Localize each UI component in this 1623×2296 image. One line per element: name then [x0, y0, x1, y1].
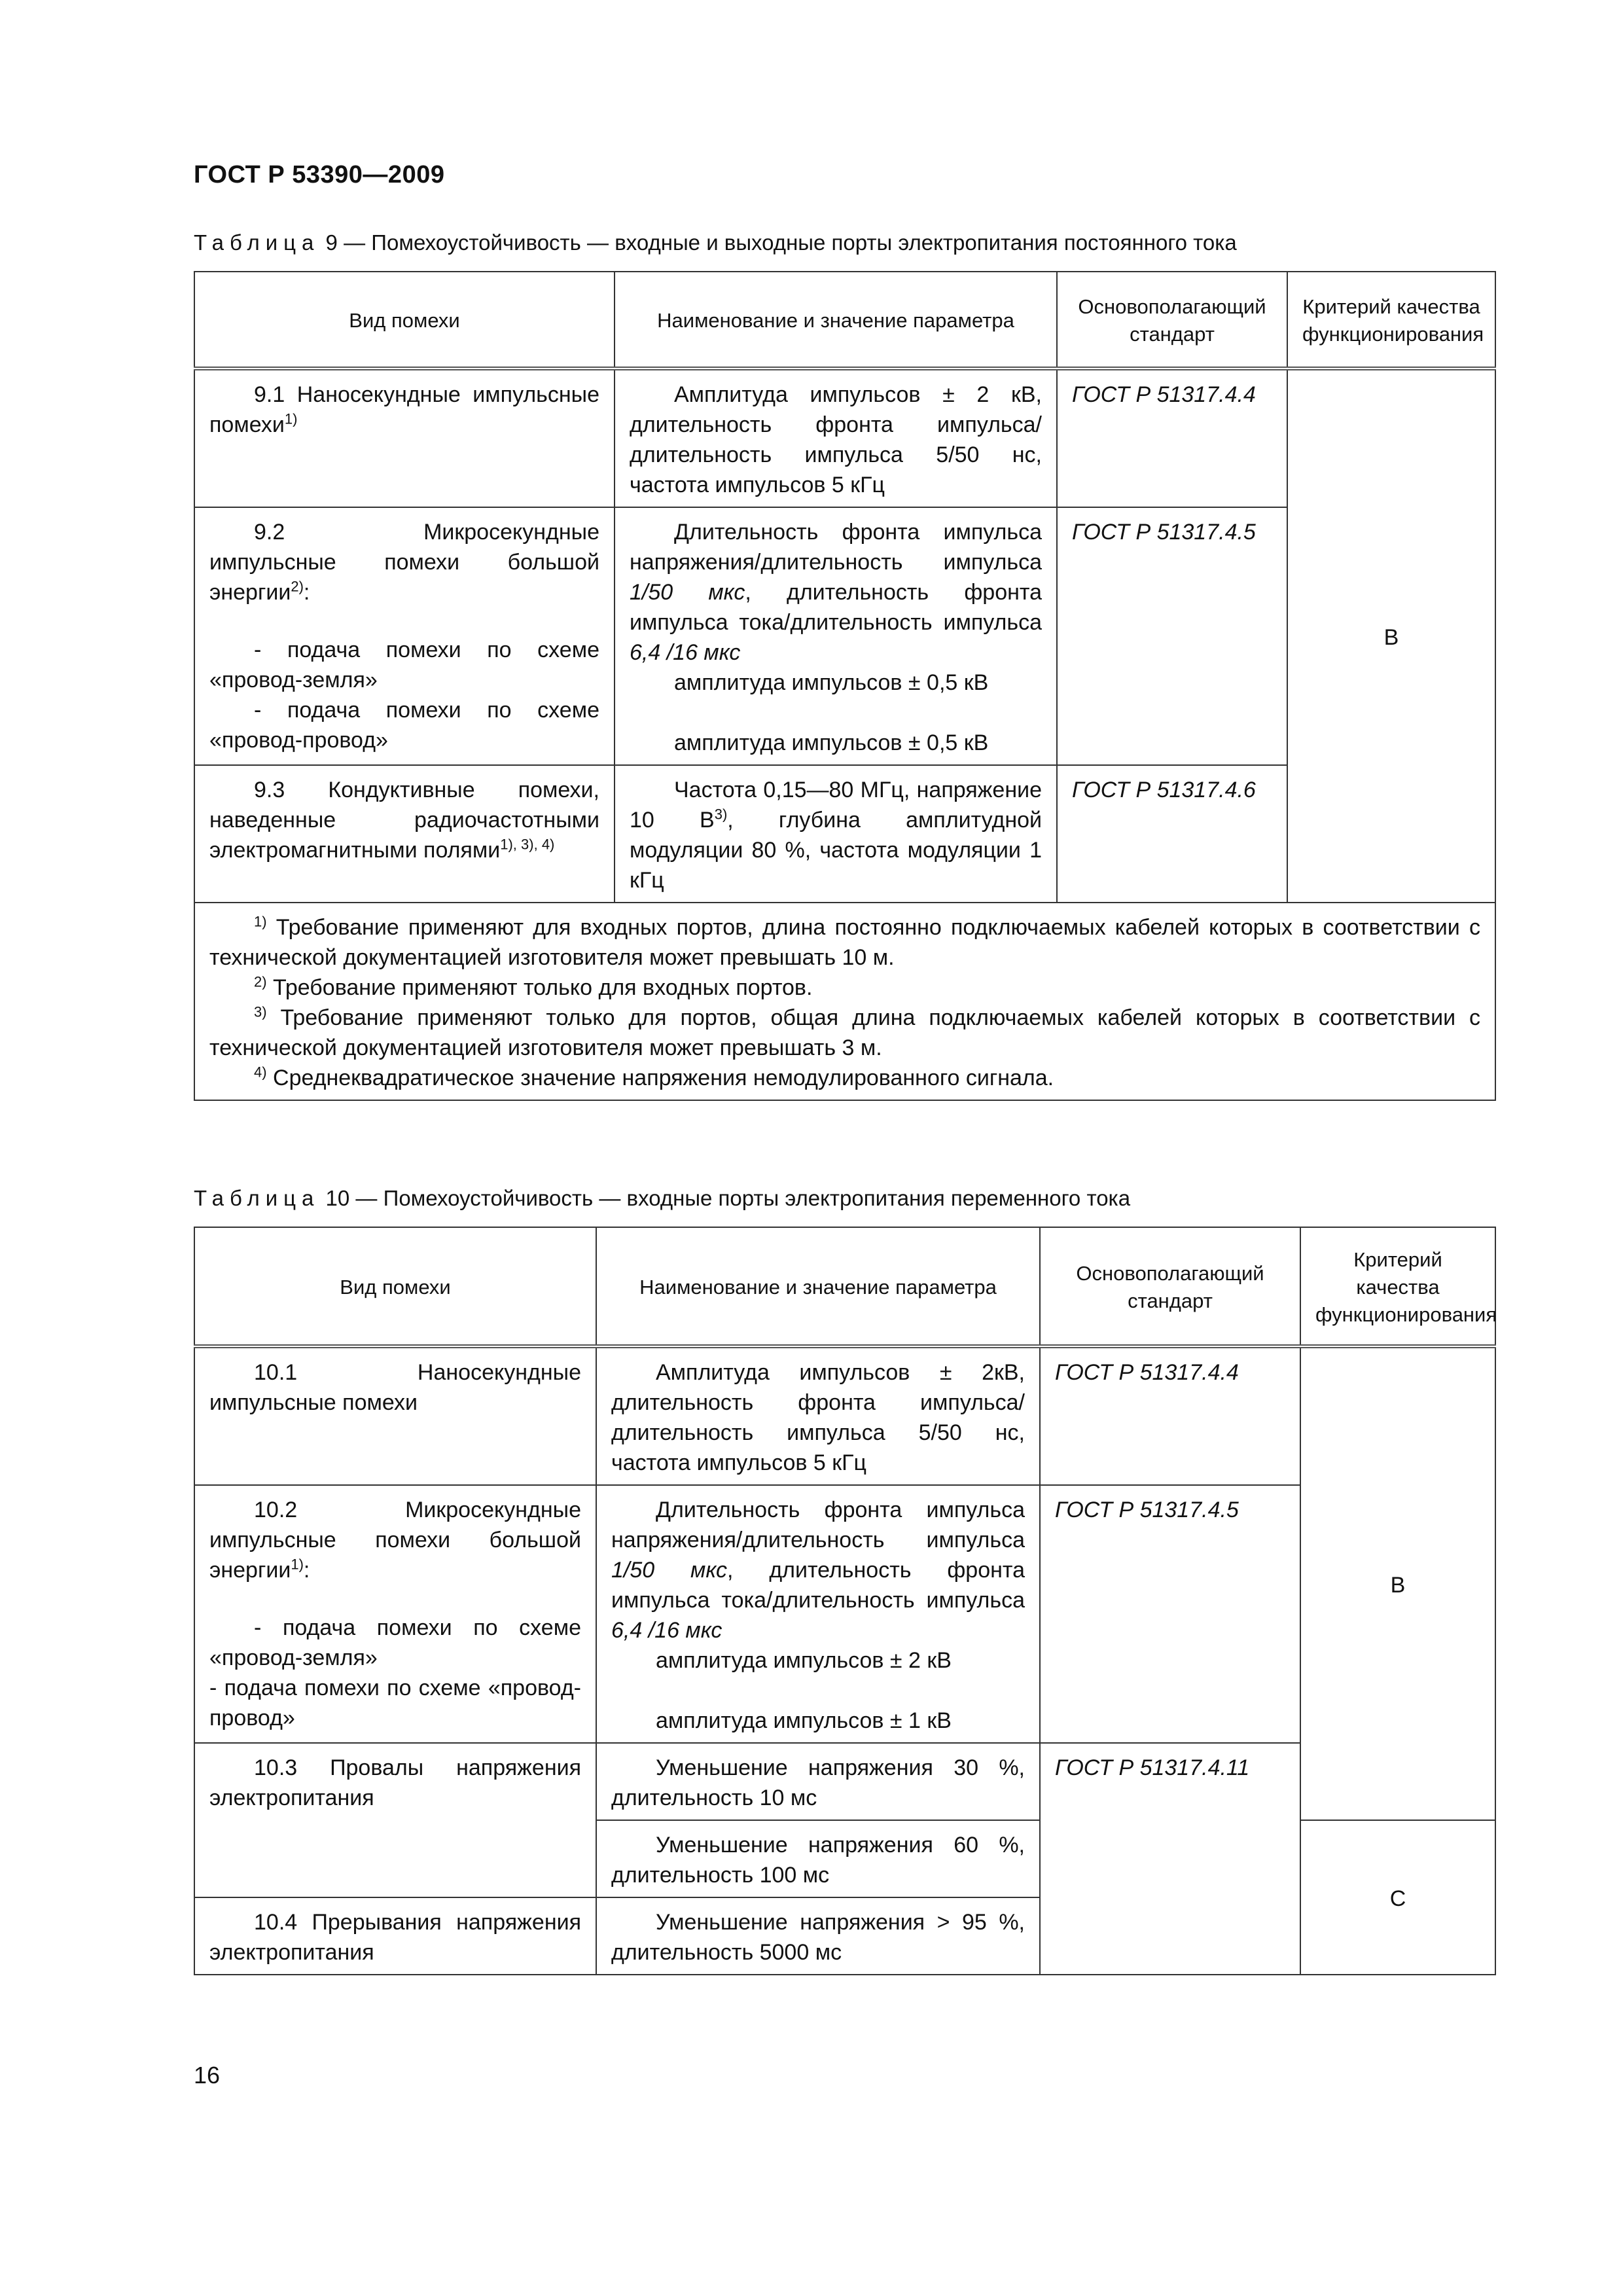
- table10-row3-param2: Уменьшение напряжения 60 %, длительность 100 мс: [596, 1820, 1040, 1897]
- table9-row2-sub1: - подача помехи по схеме «провод-земля»: [209, 637, 599, 692]
- table10-row2-param: Длительность фронта импульса напряжения/длительность импульса 1/50 мкс, длительность фронта импульса тока/длительность импульса 6,4 /16 мкс амплитуда импульсов ± 2 кВ амплитуда импульсов ± 1 кВ: [596, 1485, 1040, 1743]
- document-code: ГОСТ Р 53390—2009: [194, 161, 445, 188]
- table9-caption-word: Таблица: [194, 230, 320, 255]
- table9-note-3: $^{3)}$ Требование применяют только для портов, общая длина подключаемых кабелей которых в соответствии с технической документацией изготовителя может превышать 3 м.: [209, 1003, 1480, 1060]
- table9-note-1: $^{1)}$ Требование применяют для входных портов, длина постоянно подключаемых кабелей которых в соответствии с технической документацией изготовителя может превышать 10 м.: [209, 913, 1480, 970]
- table10-header-standard: Основополагающий стандарт: [1040, 1227, 1300, 1346]
- table9-row2-param: Длительность фронта импульса напряжения/длительность импульса 1/50 мкс, длительность фронта импульса тока/длительность импульса 6,4 /16 мкс амплитуда импульсов ± 0,5 кВ амплитуда импульсов ± 0,5 кВ: [615, 507, 1057, 765]
- table9-row2-amp2: амплитуда импульсов ± 0,5 кВ: [674, 730, 989, 755]
- table10-header-param: Наименование и значение параметра: [596, 1227, 1040, 1346]
- table9-row2-sub2: - подача помехи по схеме «провод-провод»: [209, 698, 599, 753]
- table10-row3-standard: ГОСТ Р 51317.4.11: [1040, 1743, 1300, 1975]
- table10-row1-standard: ГОСТ Р 51317.4.4: [1040, 1346, 1300, 1485]
- table9-header-row: [194, 272, 1495, 368]
- table10-row4-type: 10.4 Прерывания напряжения электропитания: [194, 1897, 596, 1975]
- table9-header-type: Вид помехи: [194, 272, 615, 368]
- table9-notes-row: [194, 903, 1495, 1100]
- table10-criterion-c: C: [1300, 1820, 1495, 1975]
- table10-row3-type: 10.3 Провалы напряжения электропитания: [194, 1743, 596, 1897]
- table9-row1-standard: ГОСТ Р 51317.4.4: [1057, 368, 1287, 507]
- table10-header-criterion: Критерий качества функционирования: [1300, 1227, 1495, 1346]
- table9-row: [194, 368, 1495, 507]
- table10-header-row: [194, 1227, 1495, 1346]
- page-number: 16: [194, 2062, 221, 2089]
- table10-row1-type: 10.1 Наносекундные импульсные помехи: [194, 1346, 596, 1485]
- table9-row1-type: 9.1 Наносекундные импульсные помехи$^{1)}$: [194, 368, 615, 507]
- table9-caption-title: 9 — Помехоустойчивость — входные и выходные порты электропитания постоянного тока: [319, 230, 1237, 255]
- table10-criterion-b: B: [1300, 1346, 1495, 1820]
- table9-row2-standard: ГОСТ Р 51317.4.5: [1057, 507, 1287, 765]
- table10-header-type: Вид помехи: [194, 1227, 596, 1346]
- table10-row2-amp1: амплитуда импульсов ± 2 кВ: [656, 1648, 952, 1673]
- table10-row2-amp2: амплитуда импульсов ± 1 кВ: [656, 1708, 952, 1733]
- table9-row2-amp1: амплитуда импульсов ± 0,5 кВ: [674, 670, 989, 695]
- table9-row3-type: 9.3 Кондуктивные помехи, наведенные радиочастотными электромагнитными полями$^{1), 3), 4)}$: [194, 765, 615, 903]
- table10-caption-word: Таблица: [194, 1186, 320, 1210]
- table9-row1-param: Амплитуда импульсов ± 2 кВ, длительность фронта импульса/длительность импульса 5/50 нс, частота импульсов 5 кГц: [615, 368, 1057, 507]
- table10-row1-param: Амплитуда импульсов ± 2кВ, длительность фронта импульса/длительность импульса 5/50 нс, частота импульсов 5 кГц: [596, 1346, 1040, 1485]
- table9-row3-standard: ГОСТ Р 51317.4.6: [1057, 765, 1287, 903]
- table9-row2-type: 9.2 Микросекундные импульсные помехи большой энергии$^{2)}$: - подача помехи по схеме «провод-земля» - подача помехи по схеме «провод-провод»: [194, 507, 615, 765]
- table9-criterion: B: [1287, 368, 1495, 903]
- table10-row: [194, 1485, 1495, 1743]
- table10-caption-title: 10 — Помехоустойчивость — входные порты электропитания переменного тока: [319, 1186, 1131, 1210]
- table9-note-2: $^{2)}$ Требование применяют только для входных портов.: [254, 973, 813, 1000]
- table10-row2-type: 10.2 Микросекундные импульсные помехи большой энергии$^{1)}$: - подача помехи по схеме «провод-земля» - подача помехи по схеме «провод-провод»: [194, 1485, 596, 1743]
- table9-header-param: Наименование и значение параметра: [615, 272, 1057, 368]
- table10-row: [194, 1346, 1495, 1485]
- table9-row3-param: Частота 0,15—80 МГц, напряжение 10 $В^{3)}$, глубина амплитудной модуляции 80 %, частота модуляции 1 кГц: [615, 765, 1057, 903]
- table9-caption: [194, 230, 1237, 255]
- table9-notes: [194, 903, 1495, 1100]
- table10-row2-sub2: - подача помехи по схеме «провод-провод»: [209, 1676, 581, 1731]
- table10-caption: [194, 1186, 1130, 1211]
- table10-row3-param1: Уменьшение напряжения 30 %, длительность 10 мс: [596, 1743, 1040, 1820]
- table10-row2-standard: ГОСТ Р 51317.4.5: [1040, 1485, 1300, 1743]
- table9-note-4: $^{4)}$ Среднеквадратическое значение напряжения немодулированного сигнала.: [254, 1064, 1054, 1090]
- table10-row2-sub1: - подача помехи по схеме «провод-земля»: [209, 1615, 581, 1670]
- table10: [194, 1227, 1496, 1975]
- table9-header-criterion: Критерий качества функционирования: [1287, 272, 1495, 368]
- table10-row: [194, 1743, 1495, 1820]
- table9-header-standard: Основополагающий стандарт: [1057, 272, 1287, 368]
- table9: [194, 271, 1496, 1101]
- table10-row4-param: Уменьшение напряжения > 95 %, длительность 5000 мс: [596, 1897, 1040, 1975]
